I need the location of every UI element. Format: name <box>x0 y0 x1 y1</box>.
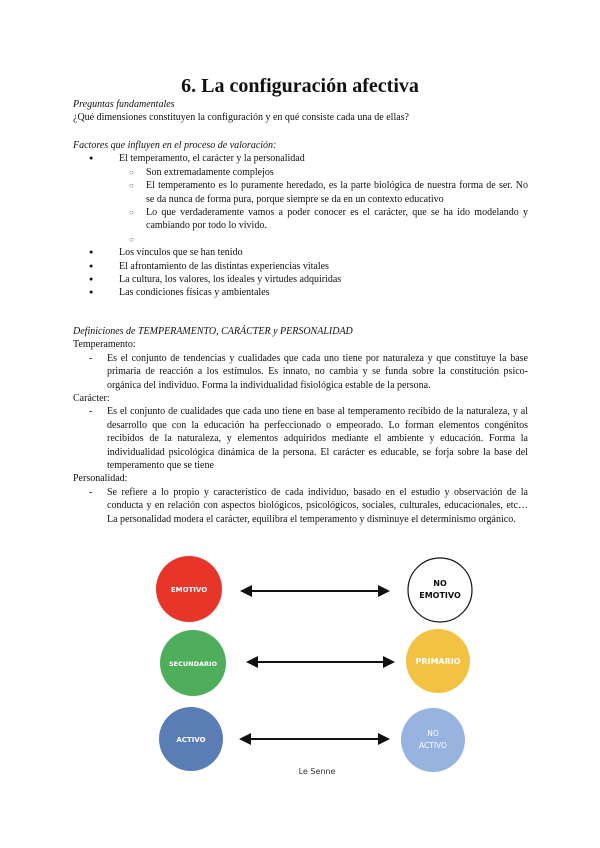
label-no-activo-2: ACTIVO <box>419 741 447 750</box>
label-secundario: SECUNDARIO <box>169 660 217 668</box>
circle-no-activo <box>401 708 465 772</box>
label-no-activo-1: NO <box>427 729 439 738</box>
list-item: ● Los vínculos que se han tenido <box>73 246 528 259</box>
list-item: ● El temperamento, el carácter y la personalidad <box>73 152 528 165</box>
definition-personalidad: - Se refiere a lo propio y característico de cada individuo, basado en el estudio y observación de la conducta y en relación con aspectos biológicos, psicológicos, sociales, culturales, educacionales, etc… La personalidad modera el carácter, equilibra el temperamento y disminuye el determinismo orgánico. <box>73 486 528 526</box>
sub-list-item: ○ El temperamento es lo puramente heredado, es la parte biológica de nuestra forma de ser. No se da nunca de forma pura, porque siempre se da en un contexto educativo <box>73 179 528 206</box>
figure-caption: Le Senne <box>298 767 336 776</box>
definiciones-section <box>73 325 528 526</box>
factores-section <box>73 139 528 300</box>
le-senne-diagram <box>152 548 479 781</box>
preguntas-heading: Preguntas fundamentales <box>73 99 175 110</box>
list-item: ● Las condiciones físicas y ambientales <box>73 286 528 299</box>
sub-list-item: ○ Son extremadamente complejos <box>73 166 528 179</box>
sub-list-item <box>73 233 528 246</box>
label-no-emotivo-1: NO <box>433 579 447 588</box>
definiciones-heading: Definiciones de TEMPERAMENTO, CARÁCTER y PERSONALIDAD <box>73 326 353 337</box>
list-item: ● La cultura, los valores, los ideales y virtudes adquiridas <box>73 273 528 286</box>
list-item: ● El afrontamiento de las distintas experiencias vitales <box>73 260 528 273</box>
term-caracter: Carácter: <box>73 393 110 405</box>
page-title: 6. La configuración afectiva <box>181 75 419 97</box>
definition-caracter: - Es el conjunto de cualidades que cada uno tiene en base al temperamento recibido de la naturaleza, y al desarrollo que con la educación ha perfeccionado o empeorado. Lo forman elementos congénitos recibidos de la naturaleza, y elementos adquiridos mediante el ambiente y educación. Forma la individualidad psicológica dinámica de la persona. El carácter es educable, se forja sobre la base del temperamento que se tiene <box>73 405 528 472</box>
label-primario: PRIMARIO <box>415 657 461 666</box>
circle-no-emotivo <box>408 558 472 622</box>
term-temperamento: Temperamento: <box>73 339 136 351</box>
factores-list <box>73 152 528 299</box>
term-personalidad: Personalidad: <box>73 473 128 485</box>
definition-temperamento: - Es el conjunto de tendencias y cualidades que cada uno tiene por naturaleza y que constituye la base primaria de reacción a los estímulos. Es innato, no cambia y se funda sobre la constitución psico-orgánica del individuo. Forma la individualidad fisiológica estable de la persona. <box>73 352 528 392</box>
label-activo: ACTIVO <box>176 736 206 744</box>
sub-list-item: ○ Lo que verdaderamente vamos a poder conocer es el carácter, que se ha ido modelando y cambiando por todo lo vivido. <box>73 206 528 233</box>
preguntas-text: ¿Qué dimensiones constituyen la configuración y en qué consiste cada una de ellas? <box>73 112 409 124</box>
preguntas-section <box>73 98 528 125</box>
factores-heading: Factores que influyen en el proceso de valoración: <box>73 140 277 151</box>
label-no-emotivo-2: EMOTIVO <box>419 591 461 600</box>
label-emotivo: EMOTIVO <box>170 586 208 594</box>
